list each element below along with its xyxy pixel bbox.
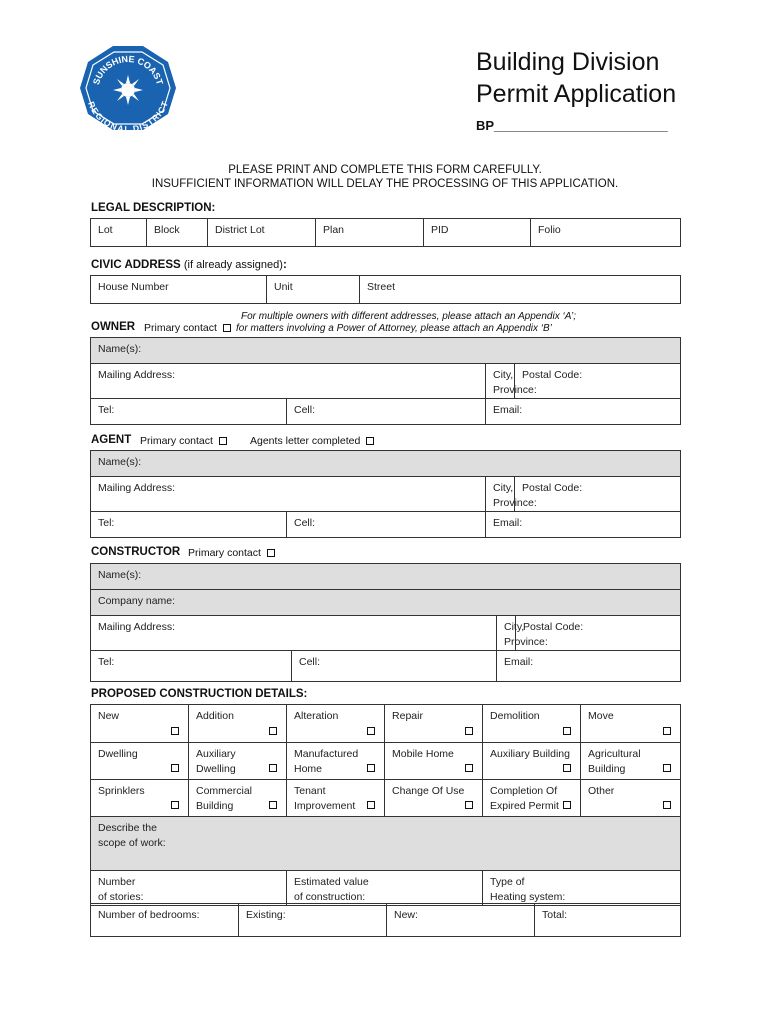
- type-demolition: Demolition: [483, 705, 581, 743]
- type-dwelling: Dwelling: [91, 743, 189, 780]
- sprinklers-checkbox[interactable]: [171, 801, 179, 809]
- addition-checkbox[interactable]: [269, 727, 277, 735]
- bedrooms-existing-field[interactable]: Existing:: [239, 904, 387, 937]
- owner-mailing-address-field[interactable]: Mailing Address:: [91, 364, 486, 399]
- constructor-names-field[interactable]: Name(s):: [91, 564, 681, 590]
- agent-city-field[interactable]: City, Province:: [486, 477, 515, 512]
- number-of-bedrooms-label: Number of bedrooms:: [91, 904, 239, 937]
- constructor-tel-field[interactable]: Tel:: [91, 651, 292, 682]
- bedrooms-table: [90, 903, 681, 937]
- agents-letter-completed: Agents letter completed: [250, 435, 374, 447]
- agricultural-building-checkbox[interactable]: [663, 764, 671, 772]
- alteration-checkbox[interactable]: [367, 727, 375, 735]
- bedrooms-new-field[interactable]: New:: [387, 904, 535, 937]
- logo-text-bottom: REGIONAL DISTRICT: [86, 100, 170, 132]
- type-repair: Repair: [385, 705, 483, 743]
- constructor-city-field[interactable]: City, Province:: [497, 616, 516, 651]
- change-of-use-checkbox[interactable]: [465, 801, 473, 809]
- constructor-heading: CONSTRUCTOR: [91, 546, 181, 558]
- demolition-checkbox[interactable]: [563, 727, 571, 735]
- type-auxiliary-dwelling: Auxiliary Dwelling: [189, 743, 287, 780]
- owner-city-field[interactable]: City, Province:: [486, 364, 515, 399]
- owner-table: [90, 337, 681, 425]
- constructor-mailing-address-field[interactable]: Mailing Address:: [91, 616, 497, 651]
- plan-field[interactable]: Plan: [316, 219, 424, 247]
- owner-email-field[interactable]: Email:: [486, 399, 681, 425]
- sunshine-coast-regional-district-logo: [80, 44, 176, 132]
- type-commercial-building: Commercial Building: [189, 780, 287, 817]
- agent-mailing-address-field[interactable]: Mailing Address:: [91, 477, 486, 512]
- agent-table: [90, 450, 681, 538]
- folio-field[interactable]: Folio: [531, 219, 681, 247]
- bp-number-field[interactable]: BP________________________: [476, 118, 668, 133]
- type-manufactured-home: Manufactured Home: [287, 743, 385, 780]
- unit-field[interactable]: Unit: [267, 276, 360, 304]
- type-tenant-improvement: Tenant Improvement: [287, 780, 385, 817]
- tenant-improvement-checkbox[interactable]: [367, 801, 375, 809]
- type-new: New: [91, 705, 189, 743]
- agent-postal-code-field[interactable]: Postal Code:: [515, 477, 681, 512]
- constructor-table: [90, 563, 681, 682]
- sun-star-icon: [113, 75, 143, 105]
- instruction-line2: INSUFFICIENT INFORMATION WILL DELAY THE PROCESSING OF THIS APPLICATION.: [151, 178, 619, 190]
- owner-cell-field[interactable]: Cell:: [287, 399, 486, 425]
- street-field[interactable]: Street: [360, 276, 681, 304]
- owner-appendix-note: [236, 311, 576, 335]
- construction-details-table: [90, 704, 681, 906]
- completion-expired-permit-checkbox[interactable]: [563, 801, 571, 809]
- number-of-stories-field[interactable]: Number of stories:: [91, 871, 287, 906]
- bedrooms-total-field[interactable]: Total:: [535, 904, 681, 937]
- owner-primary-contact-checkbox[interactable]: [223, 324, 231, 332]
- agent-email-field[interactable]: Email:: [486, 512, 681, 538]
- agent-heading: AGENT: [91, 434, 132, 446]
- instruction-line1: PLEASE PRINT AND COMPLETE THIS FORM CAREFULLY.: [228, 164, 542, 176]
- dwelling-checkbox[interactable]: [171, 764, 179, 772]
- constructor-primary-contact-checkbox[interactable]: [267, 549, 275, 557]
- lot-field[interactable]: Lot: [91, 219, 147, 247]
- type-addition: Addition: [189, 705, 287, 743]
- legal-description-heading: LEGAL DESCRIPTION:: [91, 202, 216, 214]
- other-checkbox[interactable]: [663, 801, 671, 809]
- estimated-value-field[interactable]: Estimated value of construction:: [287, 871, 483, 906]
- type-sprinklers: Sprinklers: [91, 780, 189, 817]
- owner-names-field[interactable]: Name(s):: [91, 338, 681, 364]
- owner-note-line2: for matters involving a Power of Attorney, please attach an Appendix ‘B’: [236, 323, 552, 334]
- constructor-primary-contact: Primary contact: [188, 547, 275, 559]
- form-title-line1: Building Division: [476, 48, 660, 76]
- type-completion-expired-permit: Completion Of Expired Permit: [483, 780, 581, 817]
- heating-system-field[interactable]: Type of Heating system:: [483, 871, 681, 906]
- civic-address-table: [90, 275, 681, 304]
- legal-description-table: [90, 218, 681, 247]
- agent-tel-field[interactable]: Tel:: [91, 512, 287, 538]
- type-agricultural-building: Agricultural Building: [581, 743, 681, 780]
- district-lot-field[interactable]: District Lot: [208, 219, 316, 247]
- logo-text-top: SUNSHINE COAST: [91, 53, 165, 86]
- scope-of-work-field[interactable]: Describe the scope of work:: [91, 817, 681, 871]
- auxiliary-building-checkbox[interactable]: [563, 764, 571, 772]
- agent-primary-contact-checkbox[interactable]: [219, 437, 227, 445]
- mobile-home-checkbox[interactable]: [465, 764, 473, 772]
- owner-note-line1: For multiple owners with different addresses, please attach an Appendix ‘A’;: [241, 311, 576, 322]
- pid-field[interactable]: PID: [424, 219, 531, 247]
- type-move: Move: [581, 705, 681, 743]
- agent-cell-field[interactable]: Cell:: [287, 512, 486, 538]
- form-title-line2: Permit Application: [476, 80, 677, 108]
- agent-primary-contact: Primary contact: [140, 435, 227, 447]
- type-other: Other: [581, 780, 681, 817]
- commercial-building-checkbox[interactable]: [269, 801, 277, 809]
- civic-address-heading: CIVIC ADDRESS (if already assigned):: [91, 259, 287, 271]
- constructor-postal-code-field[interactable]: Postal Code:: [516, 616, 681, 651]
- manufactured-home-checkbox[interactable]: [367, 764, 375, 772]
- type-mobile-home: Mobile Home: [385, 743, 483, 780]
- move-checkbox[interactable]: [663, 727, 671, 735]
- constructor-cell-field[interactable]: Cell:: [292, 651, 497, 682]
- agent-names-field[interactable]: Name(s):: [91, 451, 681, 477]
- house-number-field[interactable]: House Number: [91, 276, 267, 304]
- owner-tel-field[interactable]: Tel:: [91, 399, 287, 425]
- construction-details-heading: PROPOSED CONSTRUCTION DETAILS:: [91, 688, 308, 700]
- constructor-email-field[interactable]: Email:: [497, 651, 681, 682]
- repair-checkbox[interactable]: [465, 727, 473, 735]
- owner-primary-contact: Primary contact: [144, 322, 231, 334]
- agents-letter-checkbox[interactable]: [366, 437, 374, 445]
- type-alteration: Alteration: [287, 705, 385, 743]
- type-auxiliary-building: Auxiliary Building: [483, 743, 581, 780]
- auxiliary-dwelling-checkbox[interactable]: [269, 764, 277, 772]
- block-field[interactable]: Block: [147, 219, 208, 247]
- new-checkbox[interactable]: [171, 727, 179, 735]
- constructor-company-field[interactable]: Company name:: [91, 590, 681, 616]
- owner-postal-code-field[interactable]: Postal Code:: [515, 364, 681, 399]
- type-change-of-use: Change Of Use: [385, 780, 483, 817]
- owner-heading: OWNER: [91, 321, 136, 333]
